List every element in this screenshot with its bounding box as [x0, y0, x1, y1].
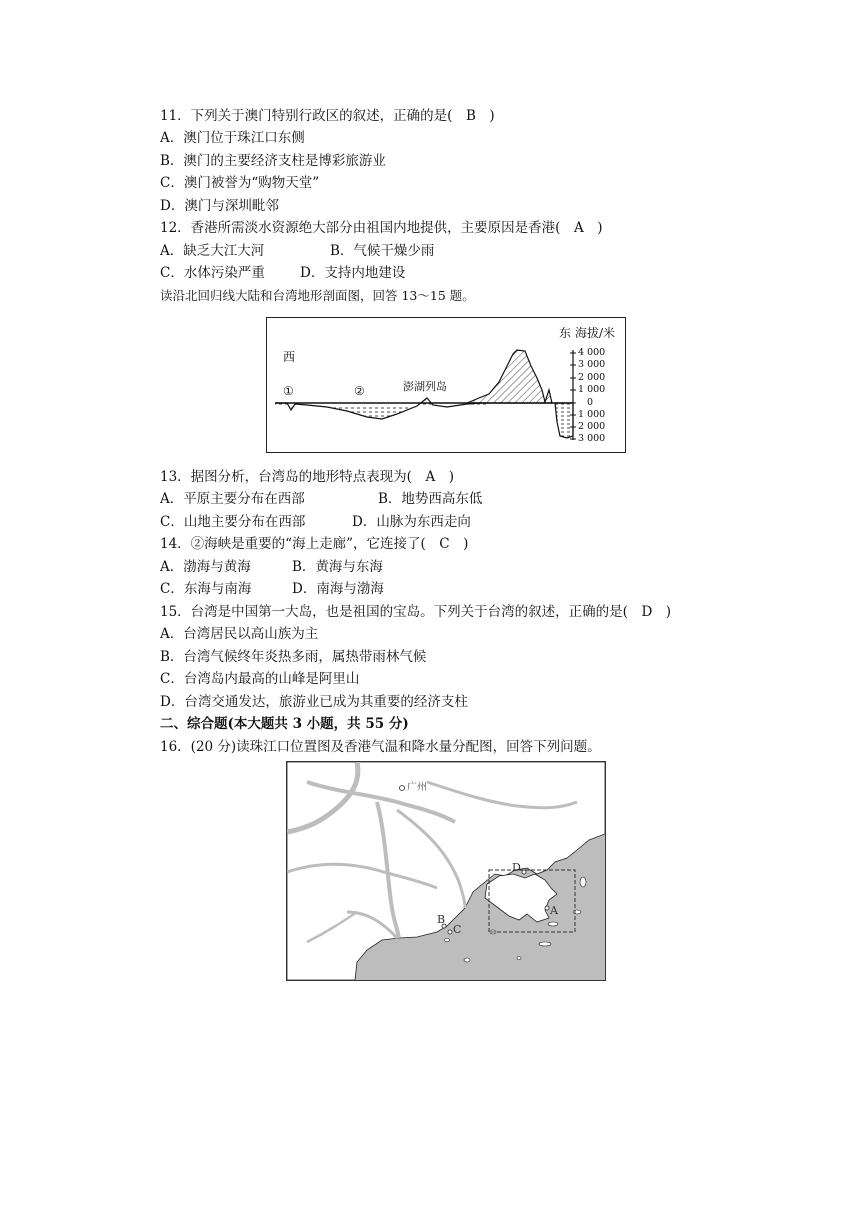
q12-option-d: D．支持内地建设 [300, 265, 406, 281]
q12-options-row2 [160, 264, 405, 282]
q15-option-c: C．台湾岛内最高的山峰是阿里山 [160, 671, 360, 687]
q11-option-d: D．澳门与深圳毗邻 [160, 198, 279, 214]
q14-options-row1 [160, 558, 383, 576]
q12-stem: 12．香港所需淡水资源绝大部分由祖国内地提供，主要原因是香港( A ) [160, 220, 603, 236]
q15-stem: 15．台湾是中国第一大岛，也是祖国的宝岛。下列关于台湾的叙述，正确的是( D ) [160, 604, 672, 620]
terrain-profile-figure [266, 317, 626, 453]
map-guangzhou-label: 广州 [407, 782, 427, 793]
q14-options-row2 [160, 580, 384, 598]
profile-west-label: 西 [283, 350, 296, 364]
profile-tick-2000: 2 000 [578, 372, 606, 383]
q12-options-row1 [160, 242, 434, 260]
hong-kong-land [485, 874, 557, 922]
q12-option-c: C．水体污染严重 [160, 265, 265, 281]
q11-option-b: B．澳门的主要经济支柱是博彩旅游业 [160, 153, 386, 169]
q13-options-row1 [160, 490, 482, 508]
q11-option-c: C．澳门被誉为“购物天堂” [160, 175, 320, 191]
q14-option-b: B．黄海与东海 [292, 559, 383, 575]
map-point-c-label: C [453, 923, 462, 936]
q16-stem: 16．(20 分)读珠江口位置图及香港气温和降水量分配图，回答下列问题。 [160, 739, 601, 755]
profile-tick-neg1000: 1 000 [578, 409, 606, 420]
guangzhou-point [400, 786, 405, 791]
point-d-marker [522, 870, 526, 874]
profile-tick-3000: 3 000 [578, 359, 606, 370]
profile-marker-2: ② [354, 384, 365, 398]
profile-tick-1000: 1 000 [578, 384, 606, 395]
q12-option-b: B．气候干燥少雨 [330, 243, 435, 259]
q15-option-a: A．台湾居民以高山族为主 [160, 626, 319, 642]
intro-13-15: 读沿北回归线大陆和台湾地形剖面图，回答 13～15 题。 [160, 288, 475, 303]
map-point-a-label: A [550, 904, 558, 917]
profile-tick-neg2000: 2 000 [578, 421, 606, 432]
map-point-b-label: B [437, 913, 446, 926]
profile-penghu-label: 澎湖列岛 [403, 380, 447, 393]
section2-title: 二、综合题(本大题共 3 小题，共 55 分) [160, 716, 409, 732]
pearl-river-map-svg [287, 762, 605, 980]
point-a-marker [545, 906, 549, 910]
q15-option-d: D．台湾交通发达，旅游业已成为其重要的经济支柱 [160, 694, 468, 710]
profile-axis-title: 海拔/米 [575, 326, 616, 340]
q11-option-a: A．澳门位于珠江口东侧 [160, 130, 305, 146]
profile-east-label: 东 [559, 326, 572, 340]
mainland-area [287, 762, 605, 980]
q13-option-c: C．山地主要分布在西部 [160, 514, 306, 530]
profile-marker-1: ① [283, 384, 294, 398]
q13-options-row2 [160, 513, 471, 531]
q14-stem: 14．②海峡是重要的“海上走廊”，它连接了( C ) [160, 536, 469, 552]
q11-stem: 11．下列关于澳门特别行政区的叙述，正确的是( B ) [160, 108, 495, 124]
q13-option-d: D．山脉为东西走向 [352, 514, 471, 530]
q14-option-d: D．南海与渤海 [292, 581, 384, 597]
q15-option-b: B．台湾气候终年炎热多雨，属热带雨林气候 [160, 649, 427, 665]
taiwan-mountain-profile [467, 350, 552, 403]
q14-option-c: C．东海与南海 [160, 581, 252, 597]
point-c-marker [448, 930, 452, 934]
q13-option-a: A．平原主要分布在西部 [160, 491, 305, 507]
profile-tick-4000: 4 000 [578, 347, 606, 358]
q12-option-a: A．缺乏大江大河 [160, 243, 265, 259]
profile-tick-0: 0 [587, 397, 594, 408]
profile-tick-neg3000: 3 000 [578, 433, 606, 444]
q13-stem: 13．据图分析，台湾岛的地形特点表现为( A ) [160, 469, 454, 485]
map-point-d-label: D [512, 861, 521, 874]
q13-option-b: B．地势西高东低 [378, 491, 483, 507]
east-trench-profile [555, 403, 573, 438]
pearl-river-map-figure [286, 761, 606, 981]
q14-option-a: A．渤海与黄海 [160, 559, 251, 575]
